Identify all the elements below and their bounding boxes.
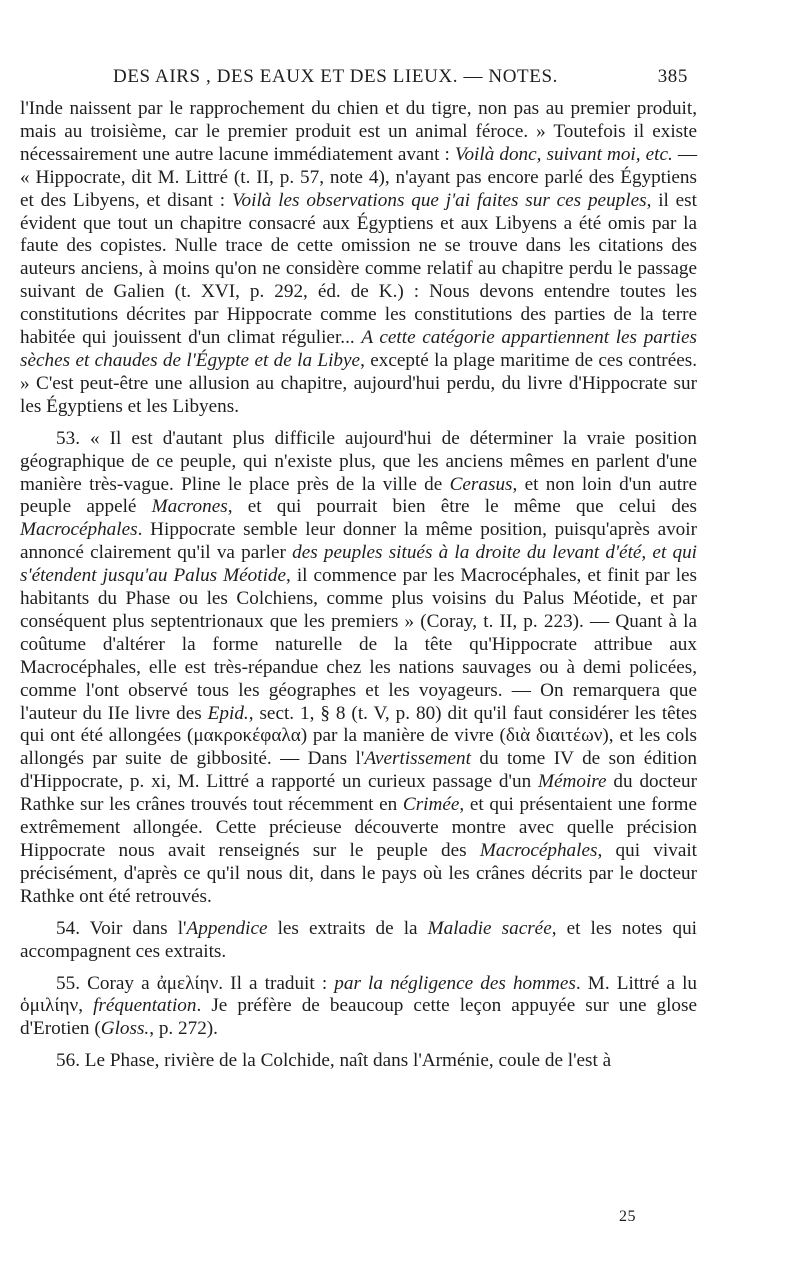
note-56: 56. Le Phase, rivière de la Colchide, naît dans l'Arménie, coule de l'est à <box>56 1050 612 1072</box>
note-55: 55. Coray a ἀμελίην. Il a traduit : par la négligence des hommes. M. Littré a lu ὁμιλίην, fréquentation. Je préfère de beaucoup cette leçon appuyée sur une glose d'Erotien (Gloss., p. 272). <box>20 972 698 1040</box>
printer-signature: 25 <box>619 1208 636 1225</box>
notes-text <box>20 98 697 1073</box>
running-title: DES AIRS , DES EAUX ET DES LIEUX. — NOTES. <box>113 66 558 87</box>
note-53: 53. « Il est d'autant plus difficile aujourd'hui de déterminer la vraie position géographique de ce peuple, qui n'existe plus, que les anciens mêmes en parlent d'une manière très-vague. Pline le place près de la ville de Cerasus, et non loin d'un autre peuple appelé Macrones, et qui pourrait bien être le même que celui des Macrocéphales. Hippocrate semble leur donner la même position, puisqu'après avoir annoncé clairement qu'il va parler des peuples situés à la droite du levant d'été, et qui s'étendent jusqu'au Palus Méotide, il commence par les Macrocéphales, et finit par les habitants du Phase ou les Colchiens, comme plus voisins du Palus Méotide, et par conséquent plus septentrionaux que les premiers » (Coray, t. II, p. 223). — Quant à la coûtume d'altérer la forme naturelle de la tête qu'Hippocrate attribue aux Macrocéphales, elle est très-répandue chez les nations sauvages ou à demi policées, comme l'ont observé tous les géographes et les voyageurs. — On remarquera que l'auteur du IIe livre des Epid., sect. 1, § 8 (t. V, p. 80) dit qu'il faut considérer les têtes qui ont été allongées (μακροκέφαλα) par la manière de vivre (διὰ διαιτέων), et les cols allongés par suite de gibbosité. — Dans l'Avertissement du tome IV de son édition d'Hippocrate, p. xi, M. Littré a rapporté un curieux passage d'un Mémoire du docteur Rathke sur les crânes trouvés tout récemment en Crimée, et qui présentaient une forme extrêmement allongée. Cette précieuse découverte montre avec quelle précision Hippocrate nous avait renseignés sur le peuple des Macrocéphales, qui vivait précisément, d'après ce qu'il nous dit, dans le pays où les crânes décrits par le docteur Rathke ont été retrouvés. <box>20 427 698 907</box>
page-number: 385 <box>657 66 688 87</box>
running-header <box>113 66 688 96</box>
note-52-continuation: l'Inde naissent par le rapprochement du chien et du tigre, non pas au premier produit, mais au troisième, car le premier produit est un animal féroce. » Toutefois il existe nécessairement une autre lacune immédiatement avant : Voilà donc, suivant moi, etc. — « Hippocrate, dit M. Littré (t. II, p. 57, note 4), n'ayant pas encore parlé des Égyptiens et des Libyens, et disant : Voilà les observations que j'ai faites sur ces peuples, il est évident que tout un chapitre consacré aux Égyptiens et aux Libyens a été omis par la faute des copistes. Nulle trace de cette omission ne se trouve dans les citations des auteurs anciens, à moins qu'on ne considère comme relatif au chapitre perdu le passage suivant de Galien (t. XVI, p. 292, éd. de K.) : Nous devons entendre toutes les constitutions décrites par Hippocrate comme les constitutions des parties de la terre habitée qui jouissent d'un climat régulier... A cette catégorie appartiennent les parties sèches et chaudes de l'Égypte et de la Libye, excepté la plage maritime de ces contrées. » C'est peut-être une allusion au chapitre, aujourd'hui perdu, du livre d'Hippocrate sur les Égyptiens et les Libyens. <box>20 98 697 417</box>
note-54: 54. Voir dans l'Appendice les extraits de la Maladie sacrée, et les notes qui accompagnent ces extraits. <box>20 917 697 962</box>
